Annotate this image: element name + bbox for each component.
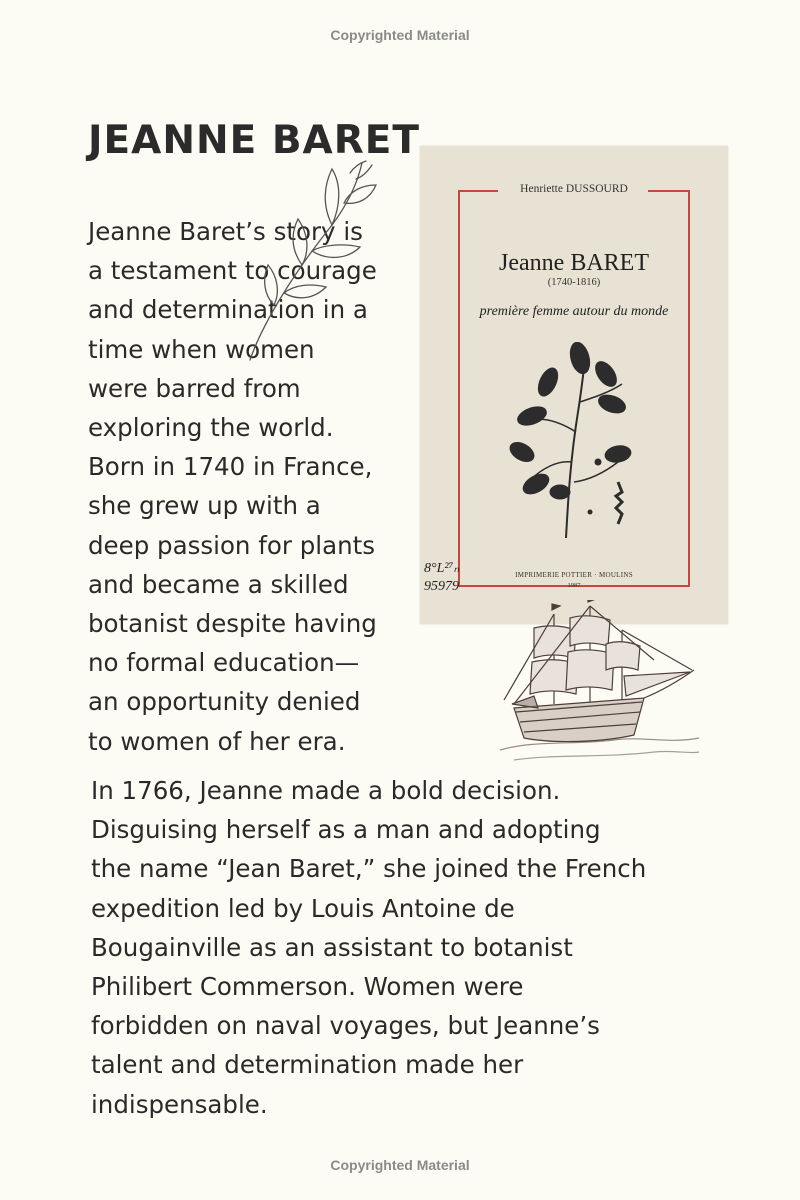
intro-line: time when women bbox=[88, 334, 315, 364]
library-shelfmark bbox=[424, 560, 482, 618]
intro-line: botanist despite having bbox=[88, 609, 377, 639]
intro-line: and determination in a bbox=[88, 295, 368, 325]
leaf-sprig-icon bbox=[232, 155, 382, 365]
cover-year: 1987 bbox=[567, 582, 581, 589]
intro-line: exploring the world. bbox=[88, 413, 334, 443]
intro-line: a testament to courage bbox=[88, 256, 377, 286]
botanical-plant-icon bbox=[500, 342, 650, 542]
cover-title: Jeanne BARET bbox=[499, 250, 649, 276]
shelfmark-line-1: 8°L²⁷ₙ bbox=[424, 561, 460, 576]
body-line: In 1766, Jeanne made a bold decision. bbox=[91, 776, 561, 805]
intro-line: deep passion for plants bbox=[88, 530, 375, 560]
body-line: talent and determination made her bbox=[91, 1050, 524, 1080]
page-title: JEANNE BARET bbox=[88, 118, 421, 163]
body-line: Philibert Commerson. Women were bbox=[91, 972, 524, 1002]
intro-line: to women of her era. bbox=[88, 726, 346, 756]
body-line: Bougainville as an assistant to botanist bbox=[91, 932, 573, 962]
cover-author: Henriette DUSSOURD bbox=[520, 183, 628, 195]
book-cover-image bbox=[420, 146, 728, 624]
body-line: indispensable. bbox=[91, 1089, 268, 1119]
intro-line: she grew up with a bbox=[88, 491, 321, 521]
shelfmark-line-2: 95979 bbox=[424, 579, 459, 594]
cover-dates: (1740-1816) bbox=[547, 277, 601, 288]
intro-line: Born in 1740 in France, bbox=[88, 452, 373, 482]
body-line: expedition led by Louis Antoine de bbox=[91, 893, 515, 923]
intro-line: Jeanne Baret’s story is bbox=[88, 217, 363, 246]
intro-line: no formal education— bbox=[88, 648, 360, 678]
intro-line: were barred from bbox=[88, 373, 301, 403]
sailing-ship-icon bbox=[494, 600, 704, 770]
copyright-notice-top: Copyrighted Material bbox=[330, 27, 470, 43]
body-line: forbidden on naval voyages, but Jeanne’s bbox=[91, 1011, 600, 1041]
cover-publisher: IMPRIMERIE POTTIER · MOULINS bbox=[515, 571, 633, 579]
body-line: Disguising herself as a man and adopting bbox=[91, 815, 601, 845]
main-paragraph bbox=[91, 771, 751, 1124]
body-line: the name “Jean Baret,” she joined the French bbox=[91, 854, 647, 884]
intro-line: an opportunity denied bbox=[88, 687, 361, 717]
cover-subtitle: première femme autour du monde bbox=[479, 304, 669, 319]
copyright-notice-bottom: Copyrighted Material bbox=[330, 1157, 470, 1173]
intro-line: and became a skilled bbox=[88, 569, 349, 599]
